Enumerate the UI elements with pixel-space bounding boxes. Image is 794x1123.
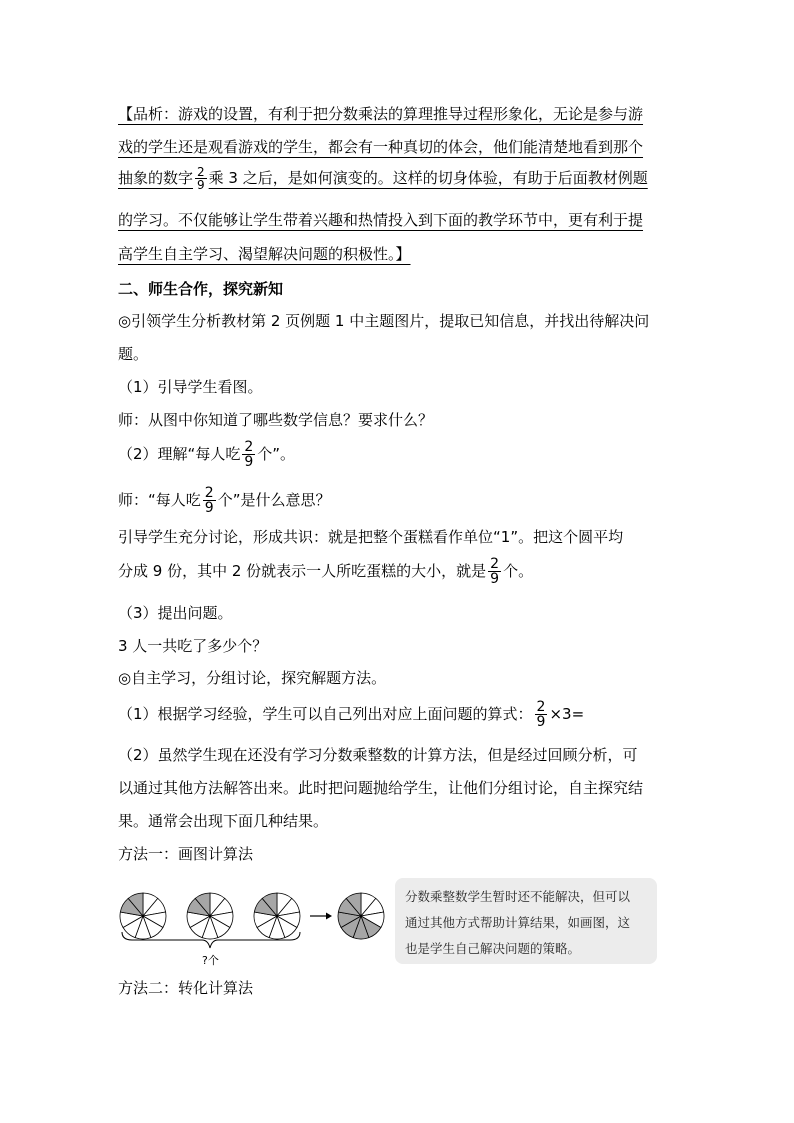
fraction-numerator: 2: [204, 485, 214, 501]
note-line-1: 分数乘整数学生暂时还不能解决，但可以: [405, 889, 631, 904]
calc-2-line-2: 以通过其他方法解答出来。此时把问题抛给学生，让他们分组讨论，自主探究结: [118, 779, 644, 797]
calc-2-line-3: 果。通常会出现下面几种结果。: [118, 812, 329, 830]
guide-line-2-post: 个。: [503, 562, 534, 580]
fraction-two-ninths: [195, 166, 207, 191]
calc-1-post: ×3=: [549, 705, 585, 723]
arrow-icon: [310, 913, 332, 920]
commentary-line-4: 的学习。不仅能够让学生带着兴趣和热情投入到下面的教学环节中，更有利于提: [118, 211, 644, 229]
fraction-denominator: 9: [244, 454, 254, 470]
commentary-line-3: [118, 166, 648, 191]
step-3: （3）提出问题。: [118, 604, 233, 622]
fraction-denominator: 9: [204, 500, 214, 516]
intro-line-2: 题。: [118, 345, 149, 363]
section-heading: 二、师生合作，探究新知: [118, 280, 284, 298]
fraction-denominator: 9: [536, 714, 546, 730]
step-2-pre: （2）理解“每人吃: [118, 445, 241, 463]
fraction-numerator: 2: [197, 165, 205, 179]
calc-2-line-1: （2）虽然学生现在还没有学习分数乘整数的计算方法，但是经过回顾分析，可: [118, 746, 638, 764]
step-1: （1）引导学生看图。: [118, 378, 263, 396]
question-line: 3 人一共吃了多少个？: [118, 637, 268, 655]
commentary-line-1: 【品析：游戏的设置，有利于把分数乘法的算理推导过程形象化，无论是参与游: [118, 105, 644, 123]
note-line-3: 也是学生自己解决问题的策略。: [405, 941, 581, 956]
calc-1-pre: （1）根据学习经验，学生可以自己列出对应上面问题的算式：: [118, 705, 533, 723]
step-2-post: 个”。: [257, 445, 296, 463]
guide-line-2: [118, 557, 533, 586]
pie-circle-1: [120, 893, 166, 939]
teacher-line-1: 师：从图中你知道了哪些数学信息？要求什么？: [118, 411, 434, 429]
method-1-label: 方法一：画图计算法: [118, 845, 254, 863]
teacher-line-2-pre: 师：“每人吃: [118, 491, 201, 509]
fraction-two-ninths: [488, 557, 501, 586]
note-line-2: 通过其他方式帮助计算结果，如画图，这: [405, 915, 631, 930]
step-2: [118, 440, 295, 469]
teacher-line-2: [118, 486, 330, 515]
fraction-two-ninths: [242, 440, 255, 469]
fraction-numerator: 2: [490, 556, 500, 572]
commentary-line-3-pre: 抽象的数字: [118, 169, 194, 187]
pie-figure: [118, 880, 388, 970]
commentary-line-5: 高学生自主学习、渴望解决问题的积极性。】: [118, 245, 411, 263]
guide-line-1: 引导学生充分讨论，形成共识：就是把整个蛋糕看作单位“1”。把这个圆平均: [118, 528, 624, 546]
method-2-label: 方法二：转化计算法: [118, 979, 254, 997]
pie-circle-4: [338, 893, 384, 939]
pie-circle-2: [187, 893, 233, 939]
guide-line-2-pre: 分成 9 份，其中 2 份就表示一人所吃蛋糕的大小，就是: [118, 562, 487, 580]
intro-line-1: ◎引领学生分析教材第 2 页例题 1 中主题图片，提取已知信息，并找出待解决问: [118, 312, 650, 330]
calc-1: [118, 700, 584, 729]
commentary-line-3-post: 乘 3 之后，是如何演变的。这样的切身体验，有助于后面教材例题: [208, 169, 648, 187]
fraction-two-ninths: [535, 700, 548, 729]
self-study-line: ◎自主学习，分组讨论，探究解题方法。: [118, 669, 387, 687]
fraction-numerator: 2: [244, 439, 254, 455]
fraction-two-ninths: [203, 486, 216, 515]
fraction-numerator: 2: [536, 699, 546, 715]
teacher-line-2-post: 个”是什么意思？: [217, 491, 331, 509]
fraction-denominator: 9: [490, 571, 500, 587]
fraction-denominator: 9: [197, 178, 205, 192]
brace-label: ?个: [202, 954, 219, 967]
commentary-line-2: 戏的学生还是观看游戏的学生，都会有一种真切的体会，他们能清楚地看到那个: [118, 138, 644, 156]
pie-circle-3: [254, 893, 300, 939]
teacher-note: [395, 878, 657, 964]
